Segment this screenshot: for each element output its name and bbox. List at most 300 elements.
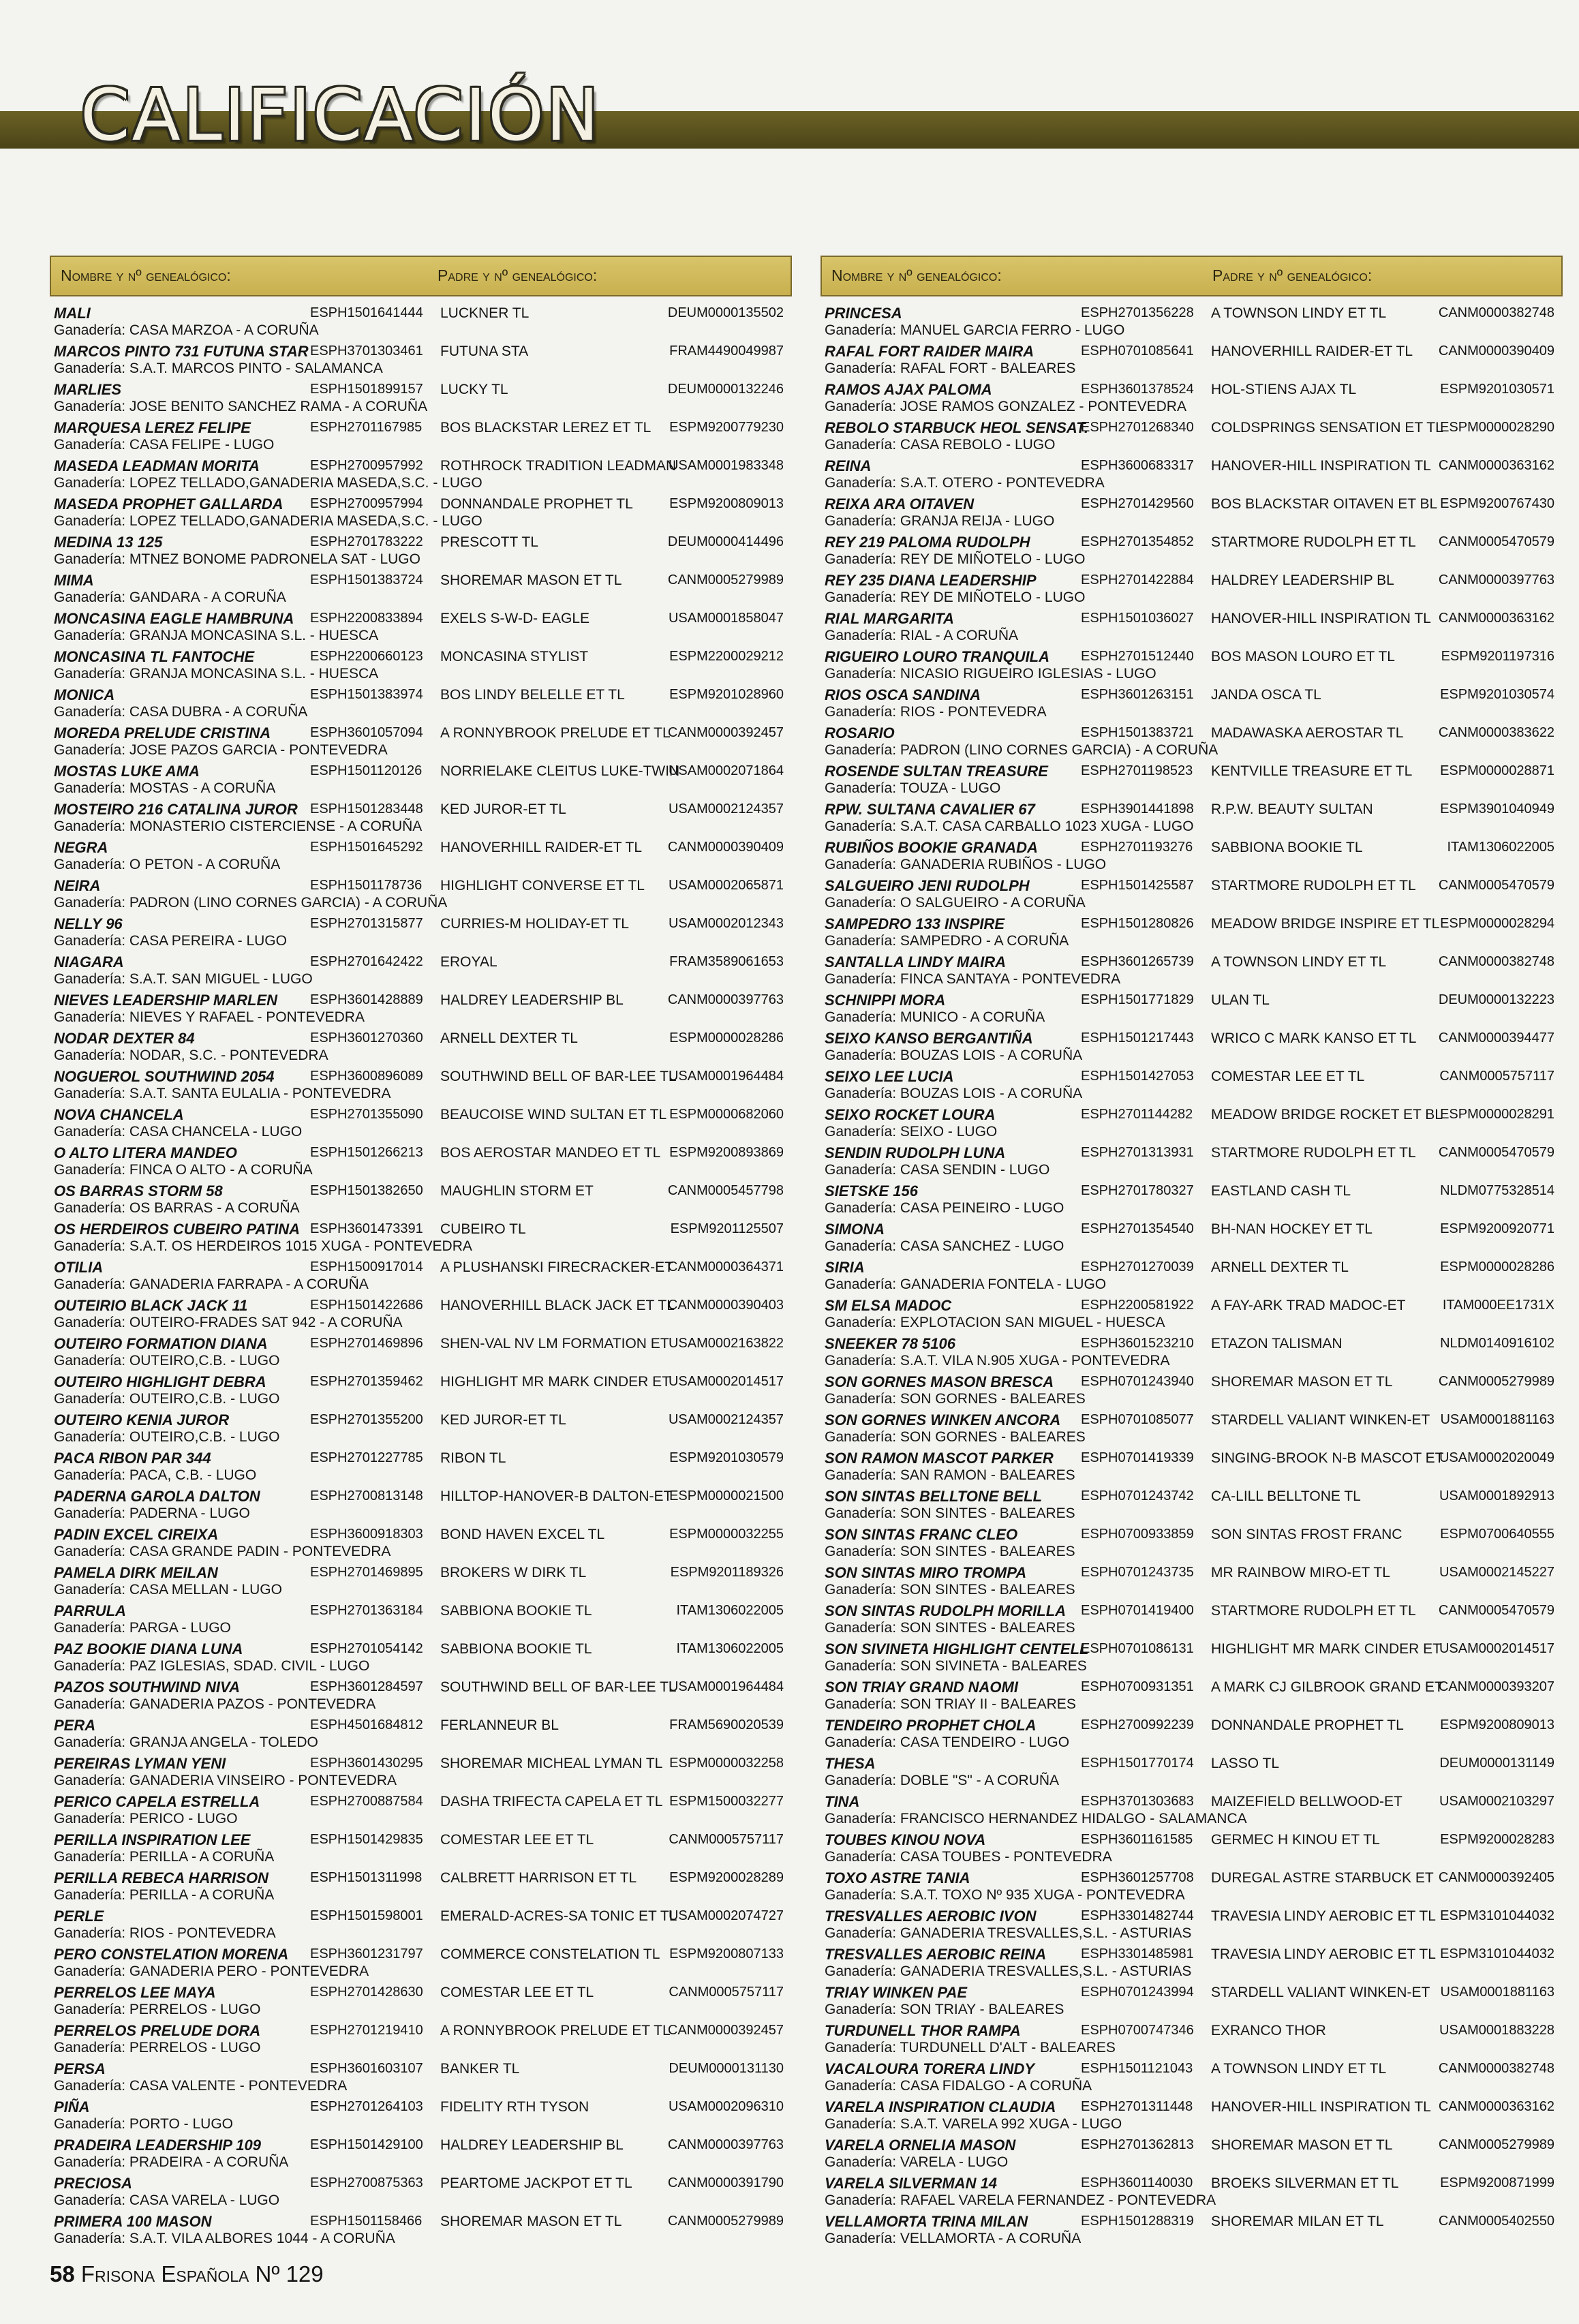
- ganaderia: Ganadería: GANADERIA TRESVALLES,S.L. - ASTURIAS: [825, 1925, 1192, 1941]
- sire-id: USAM0002163822: [668, 1336, 784, 1351]
- right-column: [821, 256, 1563, 2251]
- animal-id: ESPH2701268340: [1081, 420, 1194, 435]
- ganaderia: Ganadería: OUTEIRO-FRADES SAT 942 - A CORUÑA: [54, 1315, 403, 1330]
- animal-id: ESPH2200660123: [310, 649, 423, 664]
- list-item: [821, 1755, 1563, 1793]
- ganaderia: Ganadería: S.A.T. SANTA EULALIA - PONTEVEDRA: [54, 1086, 391, 1101]
- ganaderia: Ganadería: CASA SANCHEZ - LUGO: [825, 1238, 1064, 1254]
- sire-name: HIGHLIGHT MR MARK CINDER ET: [440, 1374, 671, 1390]
- sire-name: COMESTAR LEE ET TL: [440, 1985, 594, 2000]
- animal-id: ESPH2701642422: [310, 954, 423, 969]
- entry-main-line: [54, 1297, 792, 1316]
- entry-main-line: [825, 1373, 1563, 1392]
- entry-main-line: [54, 381, 792, 400]
- animal-name: NEGRA: [54, 839, 108, 856]
- animal-name: REY 219 PALOMA RUDOLPH: [825, 534, 1030, 551]
- animal-id: ESPH1501120126: [310, 763, 423, 778]
- animal-name: TOUBES KINOU NOVA: [825, 1831, 986, 1848]
- entry-main-line: [825, 1908, 1563, 1927]
- entry-main-line: [54, 686, 792, 705]
- sire-id: USAM0001983348: [668, 458, 784, 473]
- animal-id: ESPH2701144282: [1081, 1107, 1193, 1122]
- animal-name: REY 235 DIANA LEADERSHIP: [825, 572, 1037, 589]
- ganaderia: Ganadería: PACA, C.B. - LUGO: [54, 1467, 257, 1483]
- ganaderia: Ganadería: VELLAMORTA - A CORUÑA: [825, 2231, 1082, 2246]
- sire-id: CANM0000397763: [667, 2137, 784, 2152]
- animal-name: PERSA: [54, 2060, 106, 2077]
- sire-name: ETAZON TALISMAN: [1211, 1336, 1343, 1351]
- sire-id: ESPM0000032255: [669, 1527, 784, 1542]
- entry-main-line: [54, 1373, 792, 1392]
- list-item: [821, 1259, 1563, 1297]
- sire-id: ESPM3101044032: [1440, 1908, 1554, 1923]
- entry-main-line: [825, 1564, 1563, 1583]
- sire-name: HANOVERHILL RAIDER-ET TL: [1211, 343, 1413, 359]
- ganaderia: Ganadería: REY DE MIÑOTELO - LUGO: [825, 590, 1086, 605]
- animal-id: ESPH1501645292: [310, 840, 423, 855]
- list-item: [821, 1602, 1563, 1640]
- sire-name: SHOREMAR MASON ET TL: [1211, 2137, 1393, 2153]
- list-item: [821, 992, 1563, 1030]
- ganaderia: Ganadería: OUTEIRO,C.B. - LUGO: [54, 1353, 280, 1369]
- animal-id: ESPH2701362813: [1081, 2137, 1194, 2152]
- animal-name: VARELA INSPIRATION CLAUDIA: [825, 2098, 1056, 2115]
- animal-name: NIAGARA: [54, 953, 124, 970]
- ganaderia: Ganadería: O SALGUEIRO - A CORUÑA: [825, 895, 1086, 911]
- sire-name: SOUTHWIND BELL OF BAR-LEE TL: [440, 1069, 677, 1084]
- sire-id: CANM0000383622: [1438, 725, 1554, 740]
- animal-name: PRIMERA 100 MASON: [54, 2213, 212, 2230]
- animal-id: ESPH2701167985: [310, 420, 423, 435]
- entry-main-line: [54, 1717, 792, 1736]
- list-item: [821, 1221, 1563, 1259]
- entry-main-line: [54, 1946, 792, 1965]
- list-item: [821, 1717, 1563, 1755]
- list-item: [821, 419, 1563, 457]
- sire-name: A FAY-ARK TRAD MADOC-ET: [1211, 1298, 1406, 1313]
- ganaderia: Ganadería: CASA SENDIN - LUGO: [825, 1162, 1050, 1178]
- list-item: [821, 1869, 1563, 1908]
- list-item: [50, 915, 792, 953]
- sire-id: ESPM0000028286: [1440, 1259, 1554, 1274]
- list-item: [821, 953, 1563, 992]
- column-header: [50, 256, 792, 296]
- list-item: [821, 2213, 1563, 2251]
- animal-id: ESPH2701311448: [1081, 2099, 1193, 2114]
- sire-name: HILLTOP-HANOVER-B DALTON-ET: [440, 1488, 673, 1504]
- list-item: [821, 2175, 1563, 2213]
- ganaderia: Ganadería: SON SINTES - BALEARES: [825, 1582, 1075, 1597]
- ganaderia: Ganadería: S.A.T. OTERO - PONTEVEDRA: [825, 475, 1105, 491]
- entry-main-line: [825, 381, 1563, 400]
- sire-id: NLDM0140916102: [1440, 1336, 1554, 1351]
- list-item: [821, 610, 1563, 648]
- list-item: [50, 1106, 792, 1144]
- entry-main-line: [825, 1869, 1563, 1889]
- animal-name: O ALTO LITERA MANDEO: [54, 1144, 237, 1161]
- sire-id: FRAM4490049987: [669, 343, 784, 358]
- entry-main-line: [825, 992, 1563, 1011]
- list-item: [50, 1411, 792, 1450]
- entry-main-line: [825, 1450, 1563, 1469]
- entry-main-line: [825, 1755, 1563, 1774]
- entry-main-line: [825, 1984, 1563, 2003]
- animal-id: ESPH2701422884: [1081, 572, 1194, 587]
- animal-name: PRECIOSA: [54, 2175, 132, 2192]
- animal-id: ESPH2700992239: [1081, 1717, 1194, 1732]
- animal-id: ESPH3601473391: [310, 1221, 423, 1236]
- sire-name: FUTUNA STA: [440, 343, 529, 359]
- animal-name: MASEDA LEADMAN MORITA: [54, 457, 260, 474]
- list-item: [50, 1831, 792, 1869]
- list-item: [50, 1793, 792, 1831]
- entry-main-line: [54, 1488, 792, 1507]
- animal-name: PADERNA GAROLA DALTON: [54, 1488, 260, 1505]
- sire-id: CANM0005279989: [667, 2214, 784, 2229]
- animal-id: ESPH0701243742: [1081, 1488, 1194, 1503]
- animal-id: ESPH3601263151: [1081, 687, 1194, 702]
- animal-name: VELLAMORTA TRINA MILAN: [825, 2213, 1028, 2230]
- ganaderia: Ganadería: OS BARRAS - A CORUÑA: [54, 1200, 300, 1216]
- page-footer: [50, 2261, 324, 2287]
- list-item: [50, 839, 792, 877]
- sire-name: LASSO TL: [1211, 1756, 1279, 1771]
- sire-name: A PLUSHANSKI FIRECRACKER-ET: [440, 1259, 673, 1275]
- sire-name: SHOREMAR MILAN ET TL: [1211, 2214, 1384, 2229]
- sire-name: R.P.W. BEAUTY SULTAN: [1211, 801, 1373, 817]
- left-column: [50, 256, 792, 2251]
- sire-id: DEUM0000135502: [667, 305, 784, 320]
- list-item: [50, 1450, 792, 1488]
- ganaderia: Ganadería: MANUEL GARCIA FERRO - LUGO: [825, 322, 1125, 338]
- list-item: [50, 1640, 792, 1679]
- list-item: [821, 763, 1563, 801]
- sire-name: SHOREMAR MICHEAL LYMAN TL: [440, 1756, 663, 1771]
- list-item: [821, 648, 1563, 686]
- sire-name: MAUGHLIN STORM ET: [440, 1183, 594, 1199]
- animal-name: PEREIRAS LYMAN YENI: [54, 1755, 226, 1772]
- list-item: [821, 1450, 1563, 1488]
- list-item: [50, 648, 792, 686]
- animal-id: ESPH2701354540: [1081, 1221, 1194, 1236]
- sire-id: ESPM9201028960: [669, 687, 784, 702]
- animal-name: VACALOURA TORERA LINDY: [825, 2060, 1034, 2077]
- entry-main-line: [54, 2175, 792, 2194]
- ganaderia: Ganadería: MONASTERIO CISTERCIENSE - A CORUÑA: [54, 819, 423, 834]
- animal-name: MARQUESA LEREZ FELIPE: [54, 419, 251, 436]
- list-item: [50, 686, 792, 724]
- list-item: [50, 1946, 792, 1984]
- sire-header: Padre y nº genealógico:: [438, 266, 598, 284]
- animal-id: ESPH3601523210: [1081, 1336, 1194, 1351]
- ganaderia: Ganadería: CASA DUBRA - A CORUÑA: [54, 704, 308, 720]
- sire-name: SOUTHWIND BELL OF BAR-LEE TL: [440, 1679, 677, 1695]
- ganaderia: Ganadería: SEIXO - LUGO: [825, 1124, 998, 1140]
- animal-name: RIGUEIRO LOURO TRANQUILA: [825, 648, 1049, 665]
- entry-main-line: [54, 724, 792, 744]
- entry-main-line: [54, 1030, 792, 1049]
- list-item: [821, 1793, 1563, 1831]
- page-title: CALIFICACIÓN: [80, 74, 601, 157]
- sire-id: ESPM0000021500: [669, 1488, 784, 1503]
- ganaderia: Ganadería: CASA VARELA - LUGO: [54, 2192, 280, 2208]
- entry-main-line: [54, 1144, 792, 1163]
- entry-main-line: [825, 2060, 1563, 2079]
- entry-main-line: [54, 1640, 792, 1660]
- sire-name: KED JUROR-ET TL: [440, 801, 566, 817]
- animal-name: ROSARIO: [825, 724, 895, 741]
- ganaderia: Ganadería: O PETON - A CORUÑA: [54, 857, 281, 872]
- animal-id: ESPH1501283448: [310, 801, 423, 816]
- entry-main-line: [54, 1869, 792, 1889]
- ganaderia: Ganadería: CASA GRANDE PADIN - PONTEVEDRA: [54, 1544, 391, 1559]
- list-item: [50, 1526, 792, 1564]
- sire-id: DEUM0000132223: [1438, 992, 1554, 1007]
- list-item: [821, 1297, 1563, 1335]
- sire-id: CANM0000392457: [667, 725, 784, 740]
- sire-id: ITAM1306022005: [1447, 840, 1554, 855]
- animal-id: ESPH2700813148: [310, 1488, 423, 1503]
- ganaderia: Ganadería: S.A.T. TOXO Nº 935 XUGA - PONTEVEDRA: [825, 1887, 1185, 1903]
- animal-id: ESPH1501770174: [1081, 1756, 1194, 1771]
- list-item: [50, 1984, 792, 2022]
- ganaderia: Ganadería: PERRELOS - LUGO: [54, 2040, 261, 2055]
- animal-name: NEIRA: [54, 877, 101, 894]
- animal-name: MONCASINA EAGLE HAMBRUNA: [54, 610, 294, 627]
- list-item: [50, 1182, 792, 1221]
- sire-name: MONCASINA STYLIST: [440, 649, 589, 664]
- entry-main-line: [825, 1602, 1563, 1621]
- animal-id: ESPH3601430295: [310, 1756, 423, 1771]
- animal-name: SON GORNES MASON BRESCA: [825, 1373, 1054, 1390]
- entry-main-line: [54, 1679, 792, 1698]
- animal-id: ESPH1501429100: [310, 2137, 423, 2152]
- ganaderia: Ganadería: FRANCISCO HERNANDEZ HIDALGO - SALAMANCA: [825, 1811, 1247, 1826]
- list-item: [821, 839, 1563, 877]
- ganaderia: Ganadería: GANADERIA FONTELA - LUGO: [825, 1276, 1107, 1292]
- sire-id: USAM0001964484: [668, 1069, 784, 1084]
- sire-id: CANM0005757117: [1439, 1069, 1554, 1084]
- list-item: [821, 534, 1563, 572]
- sire-id: ESPM0000028871: [1440, 763, 1554, 778]
- ganaderia: Ganadería: SON GORNES - BALEARES: [825, 1429, 1086, 1445]
- entry-main-line: [825, 495, 1563, 515]
- sire-name: FERLANNEUR BL: [440, 1717, 559, 1733]
- entry-main-line: [825, 457, 1563, 476]
- sire-name: ARNELL DEXTER TL: [440, 1030, 578, 1046]
- list-item: [50, 724, 792, 763]
- sire-name: COLDSPRINGS SENSATION ET TL: [1211, 420, 1443, 435]
- sire-name: HOL-STIENS AJAX TL: [1211, 382, 1357, 397]
- ganaderia: Ganadería: JOSE PAZOS GARCIA - PONTEVEDRA: [54, 742, 388, 758]
- sire-id: ESPM9201197316: [1441, 649, 1554, 664]
- animal-name: RAFAL FORT RAIDER MAIRA: [825, 343, 1034, 360]
- entry-main-line: [54, 1526, 792, 1545]
- sire-id: CANM0000363162: [1438, 458, 1554, 473]
- sire-name: A RONNYBROOK PRELUDE ET TL: [440, 2023, 671, 2038]
- entry-main-line: [54, 1908, 792, 1927]
- ganaderia: Ganadería: PADRON (LINO CORNES GARCIA) - A CORUÑA: [54, 895, 448, 911]
- sire-id: CANM0005757117: [669, 1832, 784, 1847]
- animal-id: ESPH1501429835: [310, 1832, 423, 1847]
- ganaderia: Ganadería: GANADERIA PAZOS - PONTEVEDRA: [54, 1696, 376, 1712]
- entry-main-line: [825, 1297, 1563, 1316]
- sire-id: USAM0001881163: [1440, 1985, 1554, 2000]
- ganaderia: Ganadería: S.A.T. MARCOS PINTO - SALAMANCA: [54, 361, 383, 376]
- ganaderia: Ganadería: GANADERIA FARRAPA - A CORUÑA: [54, 1276, 369, 1292]
- animal-id: ESPH3600683317: [1081, 458, 1194, 473]
- animal-name: PADIN EXCEL CIREIXA: [54, 1526, 219, 1543]
- entry-main-line: [54, 610, 792, 629]
- animal-id: ESPH2200833894: [310, 611, 423, 626]
- animal-name: OUTEIRIO BLACK JACK 11: [54, 1297, 248, 1314]
- animal-name: SON SINTAS FRANC CLEO: [825, 1526, 1018, 1543]
- list-item: [50, 343, 792, 381]
- sire-id: NLDM0775328514: [1440, 1183, 1554, 1198]
- sire-id: USAM0002124357: [668, 1412, 784, 1427]
- entry-main-line: [54, 495, 792, 515]
- animal-id: ESPH2701356228: [1081, 305, 1194, 320]
- sire-name: BROEKS SILVERMAN ET TL: [1211, 2175, 1399, 2191]
- sire-id: ESPM9200807133: [669, 1946, 784, 1961]
- sire-id: CANM0005279989: [1438, 2137, 1554, 2152]
- entry-main-line: [825, 1488, 1563, 1507]
- entry-main-line: [825, 915, 1563, 934]
- entry-main-line: [825, 648, 1563, 667]
- ganaderia: Ganadería: RAFAL FORT - BALEARES: [825, 361, 1076, 376]
- animal-id: ESPH1501899157: [310, 382, 423, 397]
- animal-id: ESPH1501178736: [310, 878, 423, 893]
- animal-id: ESPH0701243994: [1081, 1985, 1194, 2000]
- list-item: [50, 305, 792, 343]
- entry-main-line: [825, 343, 1563, 362]
- animal-name: MARCOS PINTO 731 FUTUNA STAR: [54, 343, 309, 360]
- sire-id: USAM0002103297: [1439, 1794, 1554, 1809]
- sire-name: HALDREY LEADERSHIP BL: [440, 992, 624, 1008]
- list-item: [821, 1526, 1563, 1564]
- sire-name: BOS BLACKSTAR OITAVEN ET BL: [1211, 496, 1438, 512]
- sire-id: CANM0005470579: [1438, 1603, 1554, 1618]
- animal-name: MOSTEIRO 216 CATALINA JUROR: [54, 801, 298, 818]
- sire-name: NORRIELAKE CLEITUS LUKE-TWIN: [440, 763, 680, 779]
- sire-name: SHOREMAR MASON ET TL: [1211, 1374, 1393, 1390]
- entry-main-line: [54, 1793, 792, 1812]
- publication-name: Frisona Española Nº 129: [80, 2261, 324, 2287]
- animal-id: ESPH2701783222: [310, 534, 423, 549]
- animal-id: ESPH2701219410: [310, 2023, 423, 2038]
- ganaderia: Ganadería: PERILLA - A CORUÑA: [54, 1887, 275, 1903]
- animal-id: ESPH2701780327: [1081, 1183, 1194, 1198]
- sire-name: DONNANDALE PROPHET TL: [440, 496, 633, 512]
- ganaderia: Ganadería: OUTEIRO,C.B. - LUGO: [54, 1429, 280, 1445]
- animal-id: ESPH1501121043: [1081, 2061, 1193, 2076]
- sire-id: USAM0002065871: [668, 878, 784, 893]
- entry-main-line: [54, 1106, 792, 1125]
- animal-name: PRINCESA: [825, 305, 902, 322]
- ganaderia: Ganadería: PERICO - LUGO: [54, 1811, 238, 1826]
- animal-name: RUBIÑOS BOOKIE GRANADA: [825, 839, 1038, 856]
- sire-id: DEUM0000414496: [667, 534, 784, 549]
- sire-id: CANM0000390409: [667, 840, 784, 855]
- ganaderia: Ganadería: VARELA - LUGO: [825, 2154, 1009, 2170]
- ganaderia: Ganadería: RIOS - PONTEVEDRA: [54, 1925, 276, 1941]
- sire-name: PEARTOME JACKPOT ET TL: [440, 2175, 632, 2191]
- sire-name: SABBIONA BOOKIE TL: [1211, 840, 1363, 855]
- sire-name: PRESCOTT TL: [440, 534, 538, 550]
- animal-id: ESPH4501684812: [310, 1717, 423, 1732]
- animal-name: SNEEKER 78 5106: [825, 1335, 955, 1352]
- sire-id: CANM0000382748: [1438, 954, 1554, 969]
- entry-main-line: [825, 1259, 1563, 1278]
- entry-main-line: [54, 2060, 792, 2079]
- animal-id: ESPH3701303461: [310, 343, 423, 358]
- list-item: [50, 2137, 792, 2175]
- sire-id: ITAM000EE1731X: [1442, 1298, 1554, 1313]
- list-item: [50, 992, 792, 1030]
- animal-name: SIRIA: [825, 1259, 865, 1276]
- animal-name: PERICO CAPELA ESTRELLA: [54, 1793, 260, 1810]
- sire-name: SABBIONA BOOKIE TL: [440, 1603, 592, 1619]
- animal-id: ESPH1501427053: [1081, 1069, 1194, 1084]
- animal-name: OUTEIRO KENIA JUROR: [54, 1411, 230, 1428]
- sire-name: KENTVILLE TREASURE ET TL: [1211, 763, 1413, 779]
- sire-id: CANM0000391790: [667, 2175, 784, 2190]
- sire-name: TRAVESIA LINDY AEROBIC ET TL: [1211, 1946, 1436, 1962]
- animal-name: SENDIN RUDOLPH LUNA: [825, 1144, 1006, 1161]
- animal-name: PERRELOS PRELUDE DORA: [54, 2022, 261, 2039]
- sire-name: FIDELITY RTH TYSON: [440, 2099, 589, 2115]
- list-item: [50, 1717, 792, 1755]
- entry-main-line: [54, 1259, 792, 1278]
- entry-main-line: [825, 1144, 1563, 1163]
- sire-name: A MARK CJ GILBROOK GRAND ET: [1211, 1679, 1443, 1695]
- animal-id: ESPH1501266213: [310, 1145, 423, 1160]
- animal-name: MOREDA PRELUDE CRISTINA: [54, 724, 271, 741]
- ganaderia: Ganadería: GANADERIA PERO - PONTEVEDRA: [54, 1963, 369, 1979]
- entry-main-line: [825, 1717, 1563, 1736]
- entry-main-line: [825, 1946, 1563, 1965]
- sire-id: USAM0002124357: [668, 801, 784, 816]
- sire-id: CANM0005757117: [669, 1985, 784, 2000]
- ganaderia: Ganadería: RAFAEL VARELA FERNANDEZ - PONTEVEDRA: [825, 2192, 1216, 2208]
- list-item: [821, 2137, 1563, 2175]
- animal-id: ESPH3701303683: [1081, 1794, 1194, 1809]
- list-item: [50, 2060, 792, 2098]
- sire-name: A TOWNSON LINDY ET TL: [1211, 954, 1387, 970]
- entry-main-line: [825, 534, 1563, 553]
- ganaderia: Ganadería: CASA VALENTE - PONTEVEDRA: [54, 2078, 348, 2094]
- animal-name: SON SINTAS MIRO TROMPA: [825, 1564, 1027, 1581]
- ganaderia: Ganadería: FINCA SANTAYA - PONTEVEDRA: [825, 971, 1121, 987]
- animal-id: ESPH2701054142: [310, 1641, 423, 1656]
- animal-id: ESPH3601140030: [1081, 2175, 1193, 2190]
- entry-main-line: [825, 572, 1563, 591]
- sire-name: STARTMORE RUDOLPH ET TL: [1211, 1603, 1416, 1619]
- animal-name: RIOS OSCA SANDINA: [825, 686, 981, 703]
- ganaderia: Ganadería: GANADERIA RUBIÑOS - LUGO: [825, 857, 1107, 872]
- ganaderia: Ganadería: SON GORNES - BALEARES: [825, 1391, 1086, 1407]
- list-item: [50, 419, 792, 457]
- animal-id: ESPH0701243735: [1081, 1565, 1194, 1580]
- sire-id: DEUM0000131149: [1439, 1756, 1554, 1771]
- animal-name: SON TRIAY GRAND NAOMI: [825, 1679, 1018, 1696]
- animal-name: TRIAY WINKEN PAE: [825, 1984, 968, 2001]
- ganaderia: Ganadería: JOSE RAMOS GONZALEZ - PONTEVEDRA: [825, 399, 1186, 414]
- entry-main-line: [825, 1335, 1563, 1354]
- animal-id: ESPH2701313931: [1081, 1145, 1194, 1160]
- animal-id: ESPH3601284597: [310, 1679, 423, 1694]
- sire-id: ESPM9200920771: [1440, 1221, 1554, 1236]
